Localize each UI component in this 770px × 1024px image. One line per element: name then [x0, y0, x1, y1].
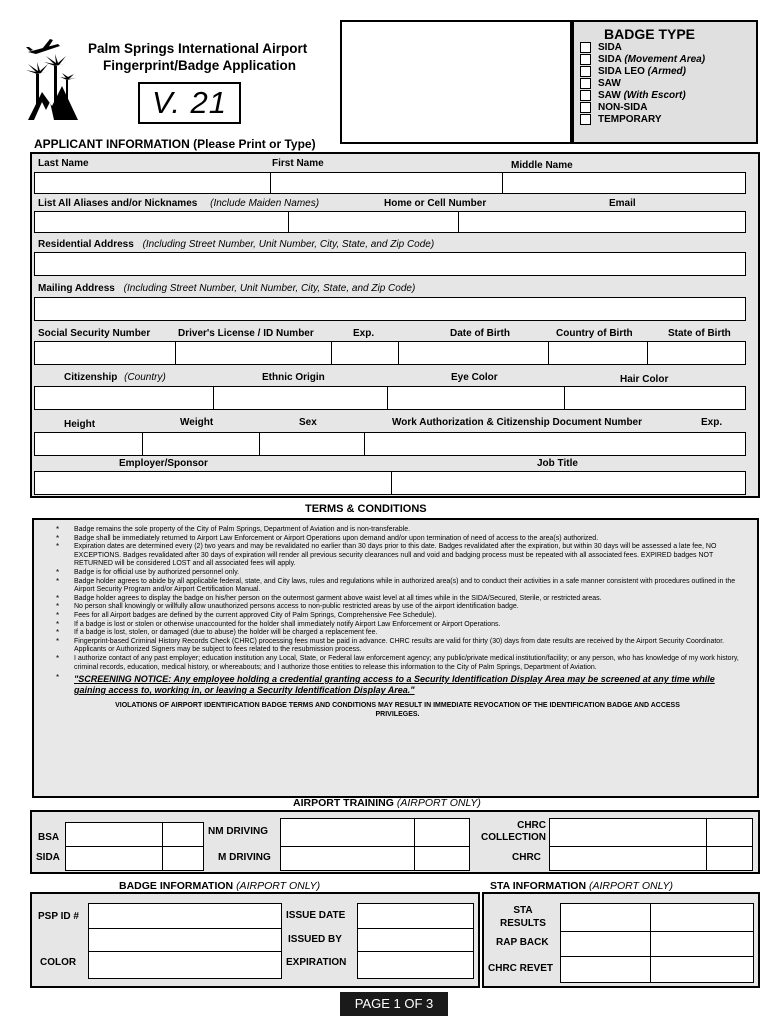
terms-item: * Badge holder agrees to display the badge on his/her person on the outermost garment above waist level at all times while in the SIDA/Secured, Sterile, or restricted areas. — [74, 595, 747, 604]
aliases-label — [38, 198, 319, 209]
training-heading-text: AIRPORT TRAINING — [293, 797, 394, 809]
sta-info-heading-text: STA INFORMATION — [490, 880, 587, 892]
terms-item: * Badge holder agrees to abide by all applicable federal, state, and City laws, rules and regulations while in authorized area(s) and to conduct their activities in a safe manner consistent with procedures outlined in the Airport Security Program and/or Airport Certification Manual. — [74, 578, 747, 595]
hair-color-field[interactable] — [564, 386, 746, 410]
terms-item: * Badge is for official use by authorized personnel only. — [74, 569, 747, 578]
residential-address-field[interactable] — [34, 252, 746, 276]
terms-panel: * Badge remains the sole property of the City of Palm Springs, Department of Aviation and is non-transferable. * Badge shall be immediately returned to Airport Law Enforcement or Airport Operations upon demand and/or upon termination of need of access to the area(s) authorized. * Expiration dates are determined every (2) two years and may be revalidated no earlier than 30 days prior to this date. Badges revalidated after the expiration, but within 30 days will be assessed a late fee, NO EXCEPTIONS. Badges revalidated after 30 days of expiration will render all previous security clearances null and void and badging process must be repeated with all associated fees. EXPIRED badges NOT RETURNED will be considered LOST and all associated fees will apply. * Badge is for official use by authorized personnel only. * Badge holder agrees to abide by all applicable federal, state, and City laws, rules and regulations while in authorized area(s) and to conduct their activities in a safe manner consistent with procedures outlined in the Airport Security Program and/or Airport Certification Manual. * Badge holder agrees to display the badge on his/her person on the outermost garment above waist level at all times while in the SIDA/Secured, Sterile, or restricted areas. * No person shall knowingly or willfully allow unauthorized persons access to non-public restricted areas by use of the airport identification badge. * Fees for all Airport badges are defined by the current approved City of Palm Springs, Comprehensive Fee Schedule). * If a badge is lost or stolen or otherwise unaccounted for the holder shall immediately notify Airport Law Enforcement or Airport Operations. * If a badge is lost, stolen, or damaged (due to abuse) the holder will be charged a replacement fee. * Fingerprint-based Criminal History Records Check (CHRC) processing fees must be paid in advance. CHRC results are valid for thirty (30) days from date results are received by the Airport Security Coordinator. Applicants or Authorized Signers may be subject to fees related to the resubmission process. * I authorize contact of any past employer; education institution any Local, State, or Federal law enforcement agency; any public/private medical institution/facility; or any person, who has knowledge of my work history, criminal records, education, medical history, or whereabouts; and I authorize those entities to release this information to the City of Palm Springs, Department of Aviation. * "SCREENING NOTICE: Any employee holding a credential granting access to a Security Identification Display Area may be screened at any time while gaining access to, working in, or leaving a Security Identification Display Area." VIOLATIONS OF AIRPORT IDENTIFICATION BADGE TERMS AND CONDITIONS MAY RESULT IN IMMEDIATE REVOCATION OF THE IDENTIFICATION BADGE AND ACCESS PRIVILEGES. — [32, 518, 759, 798]
ethnic-label: Ethnic Origin — [262, 372, 325, 383]
m-driving-field-a[interactable] — [280, 846, 415, 871]
chrc-label: CHRC — [512, 852, 541, 863]
mountain-icon — [28, 86, 78, 120]
terms-heading: TERMS & CONDITIONS — [305, 503, 427, 515]
chrc-revet-label: CHRC REVET — [488, 963, 554, 974]
badge-type-checkbox[interactable] — [580, 54, 591, 65]
last-name-field[interactable] — [34, 172, 271, 194]
dl-exp-label: Exp. — [353, 328, 375, 339]
color-field[interactable] — [88, 951, 282, 979]
height-field[interactable] — [34, 432, 143, 456]
sex-field[interactable] — [259, 432, 365, 456]
middle-name-field[interactable] — [502, 172, 746, 194]
badge-type-label: TEMPORARY — [598, 114, 662, 126]
dl-exp-field[interactable] — [331, 341, 399, 365]
job-title-label: Job Title — [537, 458, 578, 469]
badge-type-checkbox[interactable] — [580, 42, 591, 53]
badge-type-option[interactable] — [580, 102, 756, 114]
terms-item: * If a badge is lost or stolen or otherwise unaccounted for the holder shall immediately notify Airport Law Enforcement or Airport Operations. — [74, 621, 747, 630]
work-auth-field[interactable] — [364, 432, 746, 456]
first-name-label: First Name — [272, 158, 324, 169]
sob-label: State of Birth — [668, 328, 731, 339]
email-field[interactable] — [458, 211, 746, 233]
terms-item: * Expiration dates are determined every (2) two years and may be revalidated no earlier than 30 days prior to this date. Badges revalidated after the expiration, but within 30 days will be assessed a late fee, NO EXCEPTIONS. Badges revalidated after 30 days of expiration will render all previous security clearances null and void and badging process must be repeated with all associated fees. EXPIRED badges NOT RETURNED will be considered LOST and all associated fees will apply. — [74, 543, 747, 569]
issued-by-label: ISSUED BY — [288, 934, 342, 945]
mailing-address-field[interactable] — [34, 297, 746, 321]
bsa-label: BSA — [38, 832, 60, 843]
mailing-note: (Including Street Number, Unit Number, City, State, and Zip Code) — [123, 283, 416, 294]
dl-label: Driver's License / ID Number — [178, 328, 314, 339]
terms-item: * I authorize contact of any past employer; education institution any Local, State, or Federal law enforcement agency; any public/private medical institution/facility; or any person, who has knowledge of my work history, criminal records, education, medical history, or whereabouts; and I authorize those entities to release this information to the City of Palm Springs, Department of Aviation. — [74, 655, 747, 672]
eye-color-field[interactable] — [387, 386, 565, 410]
dob-label: Date of Birth — [450, 328, 510, 339]
last-name-label: Last Name — [38, 158, 89, 169]
badge-type-checkbox[interactable] — [580, 102, 591, 113]
bsa-field-a[interactable] — [65, 822, 163, 847]
cob-label: Country of Birth — [556, 328, 633, 339]
citizenship-field[interactable] — [34, 386, 214, 410]
job-title-field[interactable] — [391, 471, 746, 495]
badge-type-option[interactable] — [580, 54, 756, 66]
page-indicator — [340, 992, 448, 1016]
bsa-field-b[interactable] — [162, 822, 204, 847]
chrc-field-b[interactable] — [706, 846, 753, 871]
rap-back-field-a[interactable] — [560, 931, 651, 957]
terms-item: * Fees for all Airport badges are defined by the current approved City of Palm Springs, Comprehensive Fee Schedule). — [74, 612, 747, 621]
sta-info-heading-note: (AIRPORT ONLY) — [588, 880, 673, 892]
rap-back-field-b[interactable] — [650, 931, 754, 957]
dl-field[interactable] — [175, 341, 332, 365]
training-heading-note: (AIRPORT ONLY) — [396, 797, 481, 809]
nm-driving-field-a[interactable] — [280, 818, 415, 847]
aliases-text: List All Aliases and/or Nicknames — [38, 198, 198, 209]
badge-type-title: BADGE TYPE — [604, 26, 696, 42]
psp-id-field[interactable] — [88, 903, 282, 929]
residential-note: (Including Street Number, Unit Number, City, State, and Zip Code) — [142, 239, 435, 250]
work-auth-exp-label: Exp. — [701, 417, 723, 428]
aliases-field[interactable] — [34, 211, 289, 233]
issue-date-label: ISSUE DATE — [286, 910, 346, 921]
m-driving-label: M DRIVING — [218, 852, 271, 863]
terms-item: * If a badge is lost, stolen, or damaged (due to abuse) the holder will be charged a replacement fee. — [74, 629, 747, 638]
work-auth-label: Work Authorization & Citizenship Document Number — [392, 417, 643, 428]
psp-id-field-2[interactable] — [88, 928, 282, 952]
form-title: Fingerprint/Badge Application — [103, 58, 297, 73]
color-label: COLOR — [40, 957, 77, 968]
version-label: V. 21 — [151, 85, 228, 120]
nm-driving-label: NM DRIVING — [208, 826, 268, 837]
sta-info-heading — [490, 880, 673, 892]
badge-type-label: NON-SIDA — [598, 102, 648, 114]
first-name-field[interactable] — [270, 172, 503, 194]
airplane-icon — [26, 39, 60, 54]
badge-type-option[interactable] — [580, 66, 756, 78]
terms-item: * Badge shall be immediately returned to Airport Law Enforcement or Airport Operations upon demand and/or upon termination of need of access to the area(s) authorized. — [74, 535, 747, 544]
badge-type-note: (Armed) — [647, 66, 686, 78]
phone-field[interactable] — [288, 211, 459, 233]
training-heading — [293, 797, 481, 809]
citizenship-note: (Country) — [124, 372, 166, 383]
sta-results-field-a[interactable] — [560, 903, 651, 932]
cob-field[interactable] — [548, 341, 648, 365]
badge-type-label: SAW — [598, 90, 624, 102]
terms-item: * Fingerprint-based Criminal History Records Check (CHRC) processing fees must be paid in advance. CHRC results are valid for thirty (30) days from date results are received by the Airport Security Coordinator. Applicants or Authorized Signers may be subject to fees related to the resubmission process. — [74, 638, 747, 655]
badge-info-heading-note: (AIRPORT ONLY) — [236, 880, 321, 892]
terms-list — [48, 526, 747, 672]
residential-label — [38, 239, 434, 250]
badge-type-checkbox[interactable] — [580, 66, 591, 77]
chrc-collection-field-a[interactable] — [549, 818, 707, 847]
screening-notice: "SCREENING NOTICE: Any employee holding a credential granting access to a Security Identification Display Area may be screened at any time while gaining access to, working in, or leaving a Security Identification Display Area." — [74, 674, 715, 696]
hair-color-label: Hair Color — [620, 374, 669, 385]
badge-type-option[interactable] — [580, 78, 756, 90]
badge-type-label: SIDA — [598, 54, 625, 66]
m-driving-field-b[interactable] — [414, 846, 470, 871]
dob-field[interactable] — [398, 341, 549, 365]
terms-item: * Badge remains the sole property of the City of Palm Springs, Department of Aviation and is non-transferable. — [74, 526, 747, 535]
citizenship-label — [64, 372, 166, 383]
mailing-label — [38, 283, 415, 294]
weight-label: Weight — [180, 417, 214, 428]
aliases-note: (Include Maiden Names) — [210, 198, 320, 209]
page-indicator-text: PAGE 1 OF 3 — [354, 996, 434, 1011]
badge-type-option[interactable] — [580, 42, 756, 54]
phone-label: Home or Cell Number — [384, 198, 487, 209]
employer-label: Employer/Sponsor — [119, 458, 208, 469]
eye-color-label: Eye Color — [451, 372, 498, 383]
chrc-revet-field-b[interactable] — [650, 956, 754, 983]
chrc-field-a[interactable] — [549, 846, 707, 871]
badge-type-panel — [572, 20, 758, 144]
badge-type-label: SIDA — [598, 42, 622, 54]
applicant-heading: APPLICANT INFORMATION (Please Print or Type) — [34, 137, 316, 151]
employer-field[interactable] — [34, 471, 392, 495]
citizenship-text: Citizenship — [64, 372, 118, 383]
badge-type-checkbox[interactable] — [580, 78, 591, 89]
badge-type-note: (Movement Area) — [624, 54, 706, 66]
sida-field-a[interactable] — [65, 846, 163, 871]
chrc-revet-field-a[interactable] — [560, 956, 651, 983]
middle-name-label: Middle Name — [511, 160, 573, 171]
logo — [24, 36, 80, 122]
sta-results-field-b[interactable] — [650, 903, 754, 932]
sob-field[interactable] — [647, 341, 746, 365]
weight-field[interactable] — [142, 432, 260, 456]
badge-info-heading — [119, 880, 320, 892]
mailing-text: Mailing Address — [38, 283, 115, 294]
badge-type-option[interactable] — [580, 90, 756, 102]
residential-text: Residential Address — [38, 239, 134, 250]
badge-info-heading-text: BADGE INFORMATION — [119, 880, 234, 892]
badge-type-label: SIDA LEO — [598, 66, 648, 78]
badge-type-checkbox[interactable] — [580, 114, 591, 125]
chrc-collection-label: CHRC COLLECTION — [481, 820, 546, 843]
badge-type-label: SAW — [598, 78, 621, 90]
violations-notice: VIOLATIONS OF AIRPORT IDENTIFICATION BADGE TERMS AND CONDITIONS MAY RESULT IN IMMEDIATE REVOCATION OF THE IDENTIFICATION BADGE AND ACCESS PRIVILEGES. — [115, 702, 680, 718]
airport-title: Palm Springs International Airport — [88, 41, 308, 56]
terms-item: * No person shall knowingly or willfully allow unauthorized persons access to non-public restricted areas by use of the airport identification badge. — [74, 603, 747, 612]
badge-type-checkbox[interactable] — [580, 90, 591, 101]
ssn-label: Social Security Number — [38, 328, 151, 339]
expiration-field[interactable] — [357, 951, 474, 979]
issue-date-field[interactable] — [357, 903, 474, 929]
sex-label: Sex — [299, 417, 317, 428]
chrc-collection-field-b[interactable] — [706, 818, 753, 847]
issued-by-field[interactable] — [357, 928, 474, 952]
nm-driving-field-b[interactable] — [414, 818, 470, 847]
photo-box[interactable] — [340, 20, 572, 144]
rap-back-label: RAP BACK — [496, 937, 549, 948]
version-box — [138, 82, 241, 124]
badge-type-note: (With Escort) — [623, 90, 686, 102]
sida-label: SIDA — [36, 852, 60, 863]
ssn-field[interactable] — [34, 341, 176, 365]
height-label: Height — [64, 419, 96, 430]
badge-type-option[interactable] — [580, 114, 756, 126]
ethnic-field[interactable] — [213, 386, 388, 410]
sta-results-label: STA RESULTS — [500, 905, 546, 929]
email-label: Email — [609, 198, 636, 209]
expiration-label: EXPIRATION — [286, 957, 347, 968]
psp-id-label: PSP ID # — [38, 911, 79, 922]
sida-field-b[interactable] — [162, 846, 204, 871]
